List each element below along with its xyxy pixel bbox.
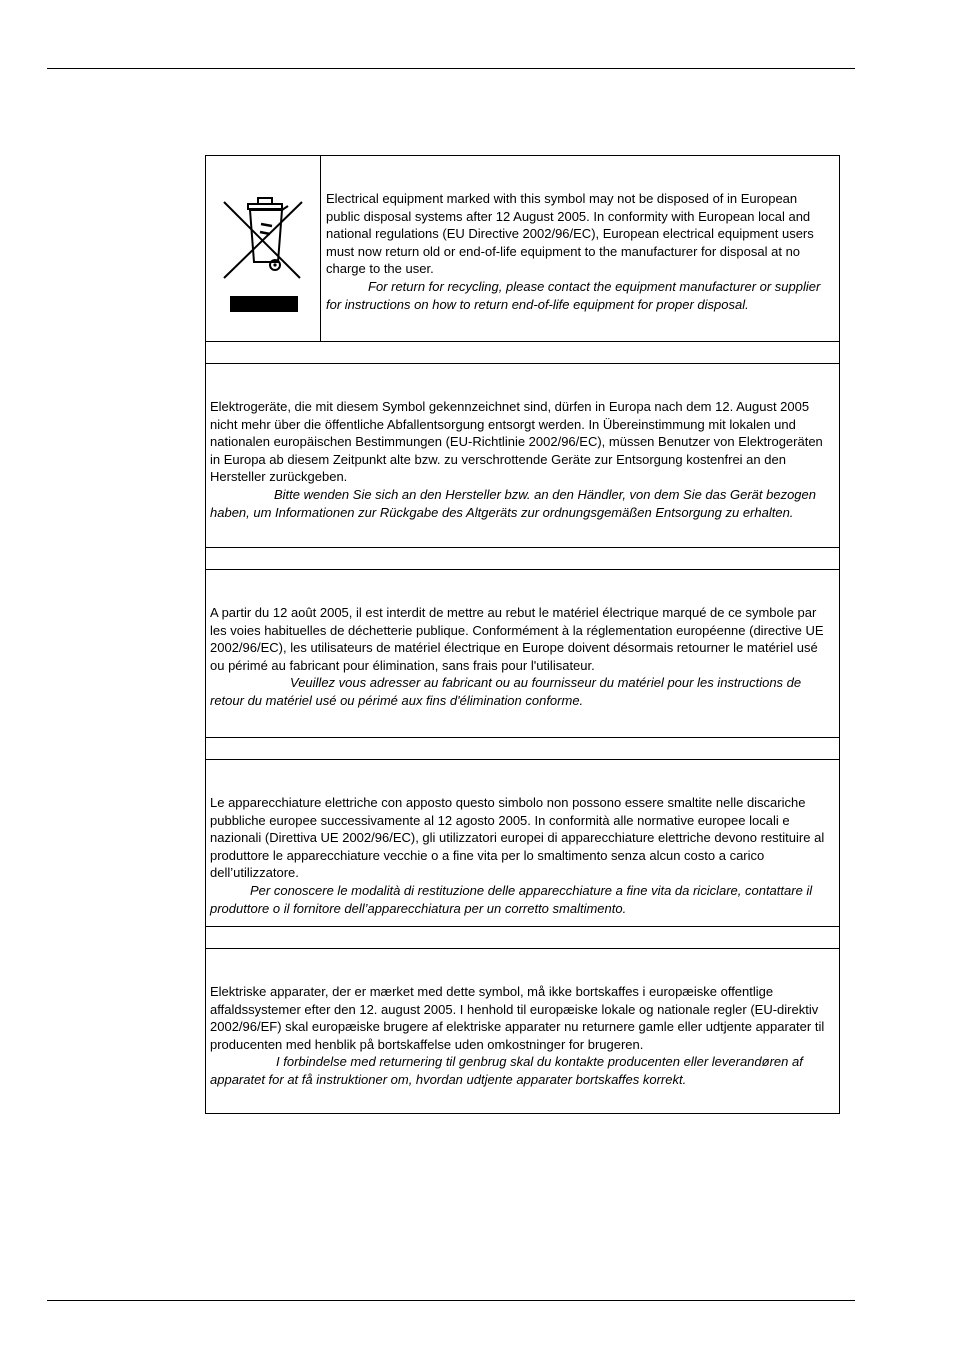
english-text-cell <box>321 156 839 341</box>
english-body: Electrical equipment marked with this symbol may not be disposed of in European public disposal systems after 12 August 2005. In conformity with European local and national regulations (EU Directive 2002/96/EC), European electrical equipment users must now return old or end-of-life equipment to the manufacturer for disposal at no charge to the user. <box>326 191 814 277</box>
separator-row <box>206 547 839 569</box>
footer-rule <box>47 1300 855 1301</box>
french-note: Veuillez vous adresser au fabricant ou au fournisseur du matériel pour les instructions de retour du matériel usé ou périmé aux fins d'élimination conforme. <box>210 675 802 708</box>
french-body: A partir du 12 août 2005, il est interdit de mettre au rebut le matériel électrique marqué de ce symbole par les voies habituelles de déchetterie publique. Conformément à la réglementation européenne (directive UE 2002/96/EC), les utilisateurs de matériel électrique en Europe doivent désormais retourner le matériel usé ou périmé au fabricant pour élimination, sans frais pour l'utilisateur. <box>210 605 824 673</box>
symbol-cell <box>206 156 321 341</box>
separator-row <box>206 737 839 759</box>
row-danish <box>206 948 839 1113</box>
danish-note: I forbindelse med returnering til genbrug skal du kontakte producenten eller leverandøren af apparatet for at få instruktioner om, hvordan udtjente apparater bortskaffes korrekt. <box>210 1054 803 1087</box>
crossed-out-wheelie-bin-icon <box>220 192 306 316</box>
separator-row <box>206 926 839 948</box>
separator-row <box>206 341 839 363</box>
row-italian <box>206 759 839 926</box>
header-rule <box>47 68 855 69</box>
row-english <box>206 156 839 341</box>
german-note: Bitte wenden Sie sich an den Hersteller bzw. an den Händler, von dem Sie das Gerät bezogen haben, um Informationen zur Rückgabe des Altgeräts zur ordnungsgemäßen Entsorgung zu erhalten. <box>210 486 816 520</box>
english-note: For return for recycling, please contact the equipment manufacturer or supplier for instructions on how to return end-of-life equipment for proper disposal. <box>326 278 821 312</box>
italian-note: Per conoscere le modalità di restituzione delle apparecchiature a fine vita da riciclare, contattare il produttore o il fornitore dell’apparecchiatura per un corretto smaltimento. <box>210 882 813 916</box>
italian-body: Le apparecchiature elettriche con apposto questo simbolo non possono essere smaltite nelle discariche pubbliche europee successivamente al 12 agosto 2005. In conformità alle normative europee locali e nazionali (Direttiva UE 2002/96/EC), gli utilizzatori europei di apparecchiature elettriche devono restituire al produttore le apparecchiature vecchie o a fine vita per lo smaltimento senza alcun costo a carico dell’utilizzatore. <box>210 795 825 881</box>
danish-body: Elektriske apparater, der er mærket med dette symbol, må ikke bortskaffes i europæiske offentlige affaldssystemer efter den 12. august 2005. I henhold til europæiske lokale og nationale regler (EU-direktiv 2002/96/EF) skal europæiske brugere af elektriske apparater nu returnere gamle eller udtjente apparater til producenten med henblik på bortskaffelse uden omkostninger for brugeren. <box>210 984 825 1052</box>
row-german <box>206 363 839 547</box>
german-body: Elektrogeräte, die mit diesem Symbol gekennzeichnet sind, dürfen in Europa nach dem 12. August 2005 nicht mehr über die öffentliche Abfallentsorgung entsorgt werden. In Übereinstimmung mit lokalen und nationalen europäischen Bestimmungen (EU-Richtlinie 2002/96/EC), müssen Benutzer von Elektrogeräten in Europa ab diesem Zeitpunkt alte bzw. zu verschrottende Geräte zur Entsorgung kostenfrei an den Hersteller zurückgeben. <box>210 399 823 485</box>
row-french <box>206 569 839 737</box>
weee-notice-table <box>205 155 840 1114</box>
